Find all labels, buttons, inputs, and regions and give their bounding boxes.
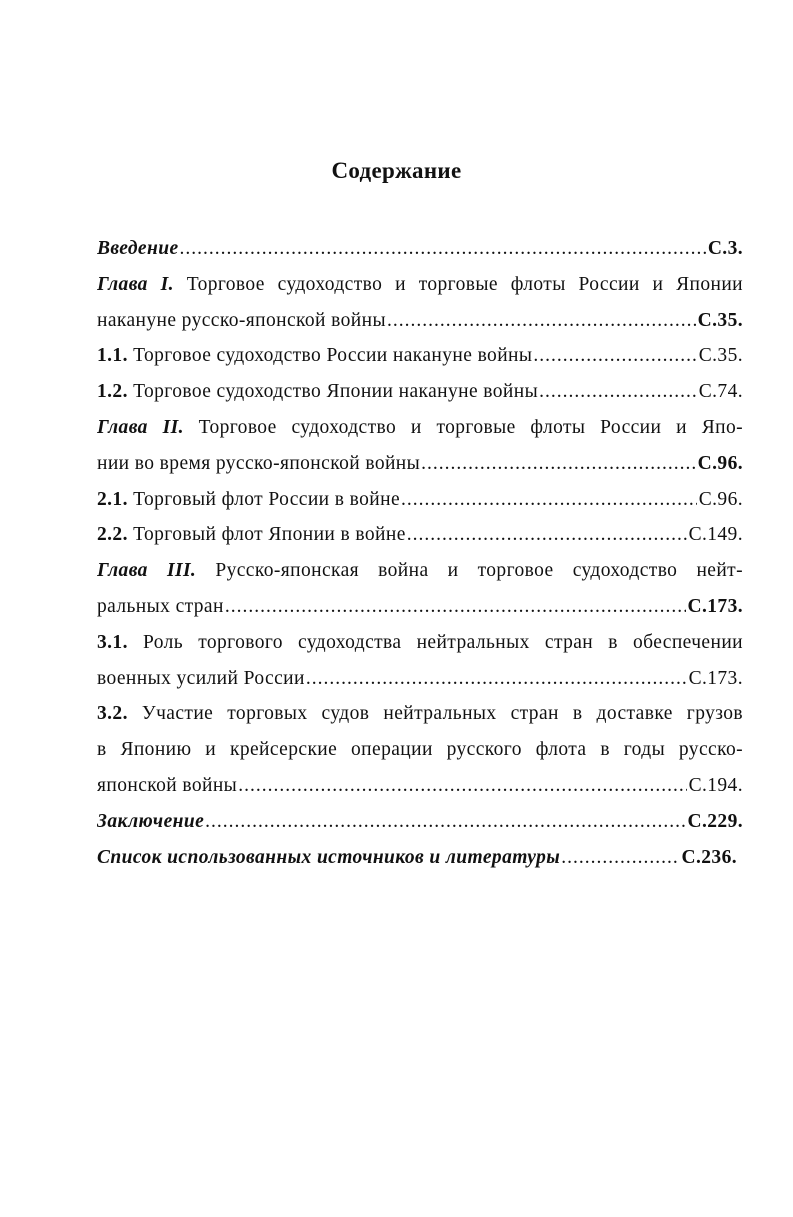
toc-entry-intro (97, 234, 743, 270)
dot-leader (561, 843, 679, 873)
toc-3-2-page: С.194. (688, 774, 743, 796)
toc-chapter2-page: С.96. (697, 452, 743, 474)
dot-leader (421, 449, 696, 479)
toc-entry-chapter3 (97, 556, 743, 592)
toc-entry-3-2 (97, 699, 743, 735)
toc-3-2-title-line1: Участие торговых судов нейтральных стран в доставке грузов (141, 703, 743, 725)
toc-3-1-title-line1: Роль торгового судоходства нейтральных стран в обеспечении (143, 631, 743, 653)
toc-chapter1-page: С.35. (697, 309, 743, 331)
toc-entry-chapter1-cont (97, 306, 743, 342)
toc-intro-page: С.3. (707, 238, 743, 259)
toc-3-1-number: 3.1. (97, 631, 128, 653)
toc-3-2-number: 3.2. (97, 703, 128, 725)
toc-1-2-title: Торговое судоходство Японии накануне войны (133, 381, 539, 403)
toc-entry-conclusion (97, 807, 743, 843)
toc-entry-1-1 (97, 341, 743, 377)
toc-2-2-number: 2.2. (97, 524, 128, 546)
page-title: Содержание (331, 158, 462, 183)
toc-3-1-page: С.173. (688, 667, 743, 689)
toc-chapter3-title-line2: ральных стран (97, 595, 224, 617)
dot-leader (238, 771, 686, 801)
toc-intro-label: Введение (97, 238, 179, 259)
toc-entry-chapter1 (97, 270, 743, 306)
toc-3-2-title-line3: японской войны (97, 774, 238, 796)
toc-2-2-page: С.149. (688, 524, 743, 546)
dot-leader (407, 520, 687, 550)
toc-chapter3-label: Глава III. (97, 560, 197, 582)
toc-sources-label: Список использованных источников и литературы (97, 846, 561, 868)
toc-chapter2-label: Глава II. (97, 416, 184, 438)
toc-entry-1-2 (97, 377, 743, 413)
toc-conclusion-label: Заключение (97, 810, 205, 832)
toc-conclusion-page: С.229. (687, 810, 743, 832)
toc-sources-page: С.236. (681, 846, 737, 868)
toc-chapter3-title-line1: Русско-японская война и торговое судоходство нейт- (215, 560, 743, 582)
toc-1-1-number: 1.1. (97, 345, 128, 367)
toc-entry-chapter3-cont (97, 592, 743, 628)
toc-entry-chapter2-cont (97, 449, 743, 485)
dot-leader (180, 234, 706, 264)
toc-2-2-title: Торговый флот Японии в войне (133, 524, 406, 546)
table-of-contents (97, 234, 743, 878)
toc-chapter2-title-line2: нии во время русско-японской войны (97, 452, 421, 474)
toc-2-1-title: Торговый флот России в войне (133, 488, 401, 510)
toc-chapter2-title-line1: Торговое судоходство и торговые флоты России и Япо- (198, 416, 743, 438)
toc-entry-2-2 (97, 520, 743, 556)
toc-3-1-title-line2: военных усилий России (97, 667, 305, 689)
toc-3-2-title-line2: в Японию и крейсерские операции русского флота в годы русско- (97, 739, 743, 761)
toc-entry-3-1-cont (97, 664, 743, 700)
toc-1-1-page: С.35. (698, 345, 743, 367)
toc-1-2-page: С.74. (698, 381, 743, 403)
toc-chapter3-page: С.173. (687, 595, 743, 617)
dot-leader (225, 592, 686, 622)
dot-leader (306, 664, 687, 694)
toc-chapter1-title-line2: накануне русско-японской войны (97, 309, 386, 331)
toc-entry-3-1 (97, 628, 743, 664)
toc-entry-3-2-cont (97, 735, 743, 771)
toc-chapter1-label: Глава I. (97, 273, 174, 295)
toc-entry-chapter2 (97, 413, 743, 449)
toc-entry-sources (97, 843, 737, 879)
toc-entry-3-2-cont2 (97, 771, 743, 807)
dot-leader (387, 306, 696, 336)
dot-leader (533, 341, 696, 371)
toc-2-1-page: С.96. (698, 488, 743, 510)
dot-leader (401, 485, 697, 515)
toc-1-2-number: 1.2. (97, 381, 128, 403)
toc-entry-2-1 (97, 485, 743, 521)
dot-leader (539, 377, 697, 407)
toc-1-1-title: Торговое судоходство России накануне войны (133, 345, 533, 367)
toc-chapter1-title-line1: Торговое судоходство и торговые флоты России и Японии (186, 273, 743, 295)
dot-leader (205, 807, 685, 837)
toc-2-1-number: 2.1. (97, 488, 128, 510)
